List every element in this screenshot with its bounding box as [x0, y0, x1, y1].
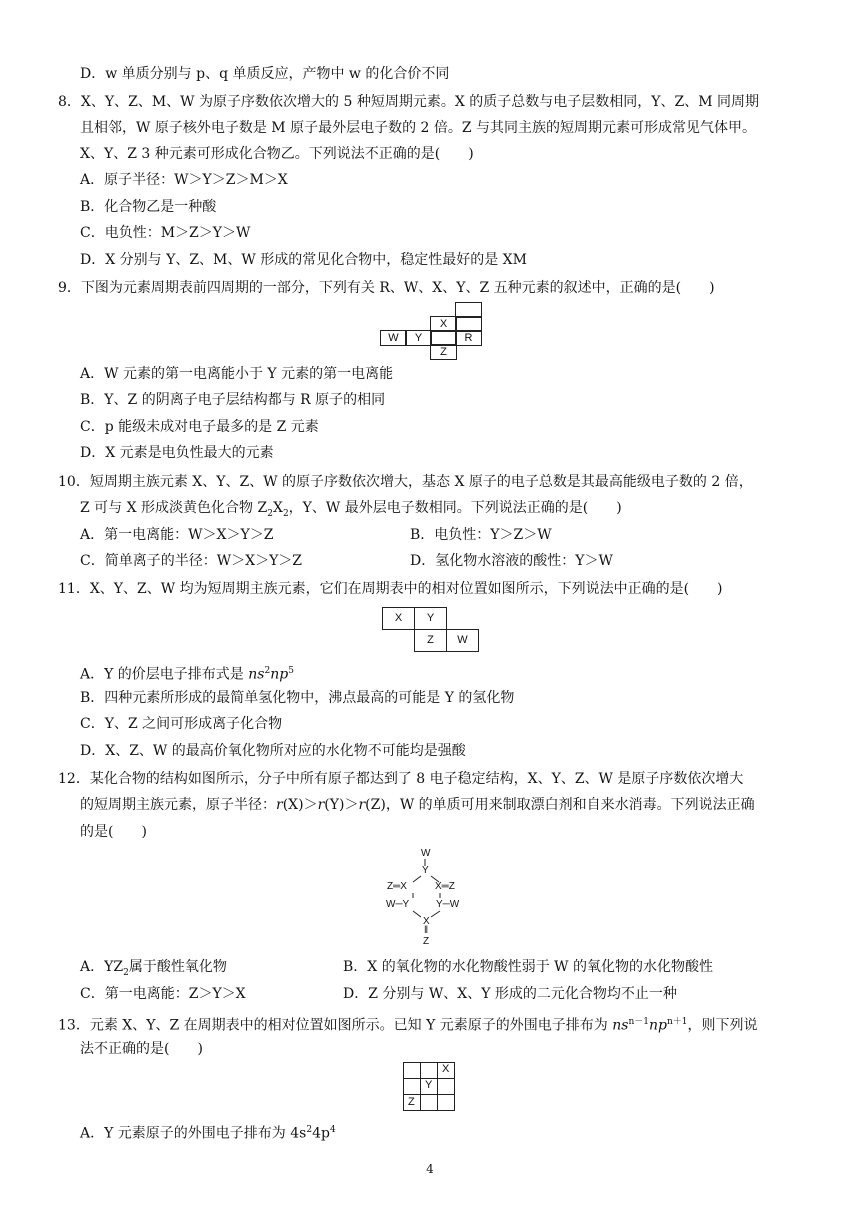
q8-option-c: C．电负性：M＞Z＞Y＞W [80, 225, 251, 241]
struct-bonds [385, 848, 475, 948]
q10-sub1: 2 [267, 508, 273, 519]
q11-opta-np: np [270, 666, 289, 683]
q12-stem-line2 [80, 795, 755, 815]
page-number: 4 [426, 1162, 434, 1176]
struct-right-yw: Y─W [436, 899, 460, 910]
q11-opta-sup2: 2 [264, 666, 271, 676]
q12-opta-pre: A．YZ [80, 959, 124, 975]
q13-opta-sup4: 4 [329, 1125, 336, 1135]
q9-option-c: C．p 能级未成对电子最多的是 Z 元素 [80, 419, 319, 435]
q12-option-b: B．X 的氧化物的水化物酸性弱于 W 的氧化物的水化物酸性 [343, 959, 713, 975]
q9-cell-y: Y [405, 330, 432, 346]
q11-option-d: D．X、Z、W 的最高价氧化物所对应的水化物不可能均是强酸 [80, 743, 466, 759]
q11-opta-ns: ns [248, 666, 265, 683]
q9-option-a: A．W 元素的第一电离能小于 Y 元素的第一电离能 [80, 366, 394, 382]
q8-stem-line2: 且相邻，W 原子核外电子数是 M 原子最外层电子数的 2 倍。Z 与其同主族的短周期元素可形成常见气体甲。 [80, 120, 757, 136]
q12-opta-post: 属于酸性氧化物 [128, 959, 227, 975]
q12-stem2-c: (X)＞ [282, 797, 318, 813]
q10-stem2-part1: Z 可与 X 形成淡黄色化合物 Z [80, 500, 268, 516]
q9-cell-x: X [430, 316, 457, 332]
q12-stem2-a: 的短周期主族元素，原子半径： [80, 797, 276, 813]
q11-stem: 11．X、Y、Z、W 均为短周期主族元素，它们在周期表中的相对位置如图所示，下列说法中正确的是( ) [58, 581, 723, 597]
q11-option-b: B．四种元素所形成的最简单氢化物中，沸点最高的可能是 Y 的氢化物 [80, 690, 515, 706]
q7-option-d: D．w 单质分别与 p、q 单质反应，产物中 w 的化合价不同 [80, 66, 450, 82]
q8-option-d: D．X 分别与 Y、Z、M、W 形成的常见化合物中，稳定性最好的是 XM [80, 252, 527, 268]
q9-option-b: B．Y、Z 的阴离子电子层结构都与 R 原子的相同 [80, 392, 386, 408]
q13-stem1-a: 13．元素 X、Y、Z 在周期表中的相对位置如图所示。已知 Y 元素原子的外围电子排布为 [58, 1017, 613, 1034]
q9-cell-w: W [380, 330, 407, 346]
q12-stem2-r3: r [358, 797, 366, 813]
q13-opta-pre: A．Y 元素原子的外围电子排布为 4s [80, 1125, 307, 1142]
struct-double-bond: ‖ [424, 925, 429, 936]
q11-option-c: C．Y、Z 之间可形成离子化合物 [80, 716, 283, 732]
q12-opta-sub: 2 [123, 967, 129, 978]
q13-stem-line2: 法不正确的是( ) [80, 1041, 203, 1057]
q12-option-a [80, 957, 227, 983]
q13-opta-4p: 4p [312, 1125, 330, 1142]
q13-cell-y: Y [425, 1079, 433, 1091]
struct-left-zx: Z═X [387, 881, 407, 892]
q13-stem-line1 [58, 1012, 758, 1036]
q10-stem2-part2: X [272, 500, 283, 516]
q12-stem2-g: (Z)，W 的单质可用来制取漂白剂和自来水消毒。下列说法正确 [365, 797, 755, 813]
q11-cell-y: Y [414, 607, 447, 630]
q13-stem1-b: ，则下列说 [687, 1017, 758, 1034]
q11-cell-w: W [446, 629, 479, 652]
q10-sub2: 2 [282, 508, 289, 519]
q13-periodic-table [403, 1062, 457, 1112]
q8-stem-line3: X、Y、Z 3 种元素可形成化合物乙。下列说法不正确的是( ) [80, 146, 474, 162]
q13-option-a [80, 1120, 336, 1144]
q12-stem-line3: 的是( ) [80, 824, 147, 840]
q12-stem2-r1: r [276, 797, 283, 813]
q9-stem: 9．下图为元素周期表前四周期的一部分，下列有关 R、W、X、Y、Z 五种元素的叙述中，正确的是( ) [58, 280, 715, 296]
struct-y-top: Y [422, 865, 429, 876]
q12-stem2-r2: r [317, 797, 325, 813]
q13-stem1-ns: ns [612, 1017, 629, 1034]
q10-option-c: C．简单离子的半径：W＞X＞Y＞Z [80, 553, 303, 569]
q13-cell-z: Z [408, 1096, 415, 1108]
q11-opta-sup5: 5 [288, 666, 294, 676]
q13-opta-sup2: 2 [306, 1125, 313, 1135]
q10-option-a: A．第一电离能：W＞X＞Y＞Z [80, 527, 274, 543]
q8-option-b: B．化合物乙是一种酸 [80, 199, 217, 215]
q9-option-d: D．X 元素是电负性最大的元素 [80, 445, 274, 461]
q11-cell-z: Z [414, 629, 447, 652]
q10-stem-line1: 10．短周期主族元素 X、Y、Z、W 的原子序数依次增大，基态 X 原子的电子总数是其最高能级电子数的 2 倍， [58, 474, 753, 490]
q10-option-d: D．氢化物水溶液的酸性：Y＞W [410, 553, 613, 569]
struct-z-bottom: Z [423, 936, 430, 947]
q13-cell-x: X [442, 1063, 450, 1075]
q11-cell-x: X [382, 607, 415, 630]
q12-molecular-structure [385, 848, 475, 948]
q13-stem1-np: np [648, 1017, 667, 1034]
struct-w-top: W [421, 848, 431, 859]
q12-stem2-e: (Y)＞ [324, 797, 359, 813]
struct-left-wy: W─Y [386, 899, 410, 910]
q9-cell-r: R [455, 330, 482, 346]
struct-x-bottom: X [423, 916, 430, 927]
q10-option-b: B．电负性：Y＞Z＞W [410, 527, 552, 543]
q8-stem-line1: 8．X、Y、Z、M、W 为原子序数依次增大的 5 种短周期元素。X 的质子总数与电子层数相同，Y、Z、M 同周期 [58, 94, 759, 110]
q8-option-a: A．原子半径：W＞Y＞Z＞M＞X [80, 172, 288, 188]
q11-option-a [80, 661, 294, 685]
q13-stem1-sup1: n－1 [628, 1017, 649, 1027]
q13-stem1-sup2: n＋1 [666, 1017, 688, 1027]
q11-periodic-table [382, 607, 480, 653]
q12-option-c: C．第一电离能：Z＞Y＞X [80, 986, 246, 1002]
q9-cell-z: Z [430, 344, 457, 360]
q9-periodic-table [380, 302, 482, 358]
q12-stem-line1: 12．某化合物的结构如图所示，分子中所有原子都达到了 8 电子稳定结构，X、Y、Z、W 是原子序数依次增大 [58, 771, 744, 787]
struct-right-xz: X═Z [435, 881, 455, 892]
q11-opta-text: A．Y 的价层电子排布式是 [80, 666, 249, 683]
q10-stem-line2 [80, 498, 622, 524]
q10-stem2-part3: ，Y、W 最外层电子数相同。下列说法正确的是( ) [288, 500, 622, 516]
q12-option-d: D．Z 分别与 W、X、Y 形成的二元化合物均不止一种 [343, 986, 677, 1002]
